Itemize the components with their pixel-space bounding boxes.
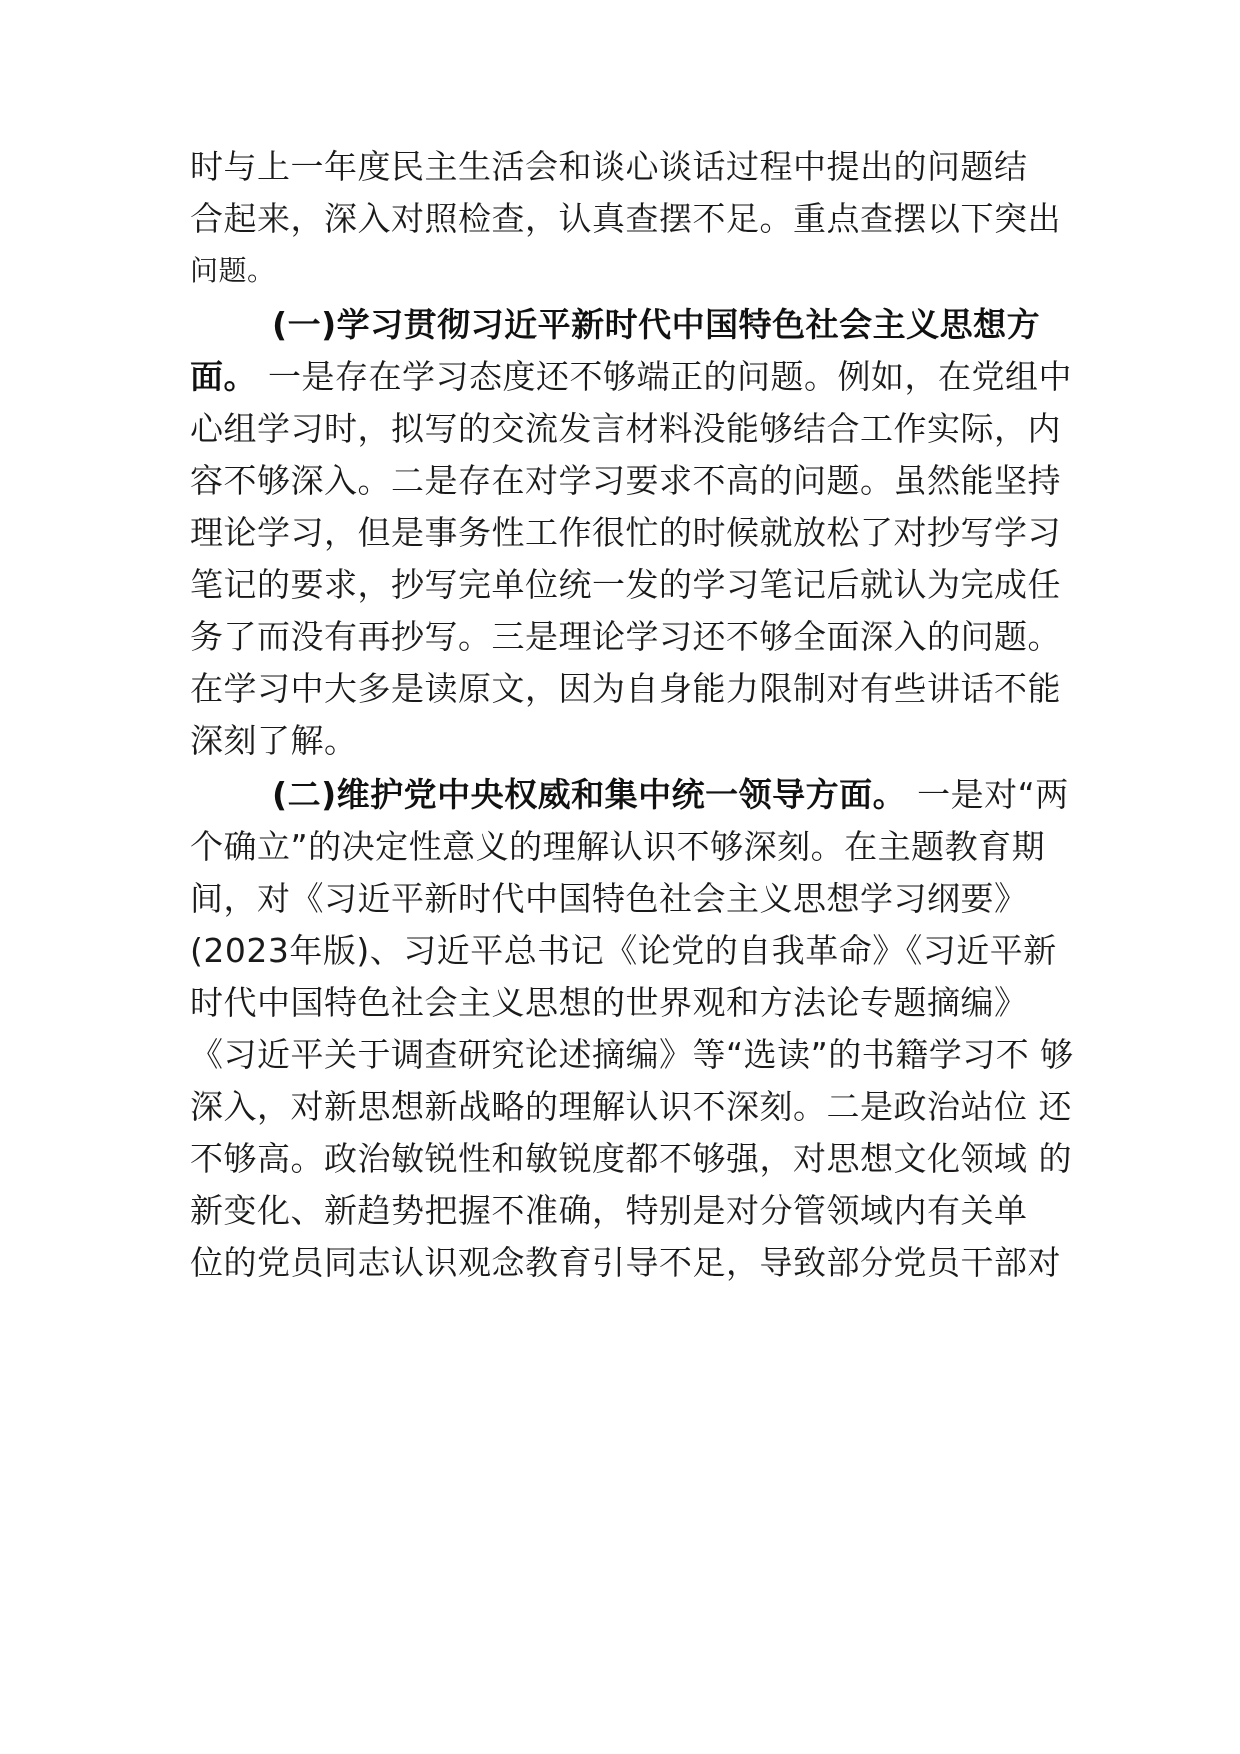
body-line-11: 在学习中大多是读原文，因为自身能力限制对有些讲话不能 xyxy=(190,669,1061,708)
section-1-number: (一) xyxy=(272,305,337,344)
body-line-5 xyxy=(190,357,1072,397)
body-line-1: 时与上一年度民主生活会和谈心谈话过程中提出的问题结 xyxy=(190,147,1028,186)
section-2-heading: (二)维护党中央权威和集中统一领导方面。 xyxy=(272,775,907,814)
section-2-text-start: 一是对“两 xyxy=(906,775,1069,814)
body-line-14: 个确立”的决定性意义的理解认识不够深刻。在主题教育期 xyxy=(190,827,1046,866)
body-line-15: 间，对《习近平新时代中国特色社会主义思想学习纲要》 xyxy=(190,879,1028,918)
body-line-22: 位的党员同志认识观念教育引导不足，导致部分党员干部对 xyxy=(190,1243,1061,1282)
section-1-heading xyxy=(272,305,1040,345)
body-line-8: 理论学习，但是事务性工作很忙的时候就放松了对抄写学习 xyxy=(190,513,1061,552)
body-line-10: 务了而没有再抄写。三是理论学习还不够全面深入的问题。 xyxy=(190,617,1061,656)
section-1-title: 学习贯彻习近平新时代中国特色社会主义思想方 xyxy=(336,305,1041,344)
body-line-3: 问题。 xyxy=(190,254,276,287)
body-line-6: 心组学习时，拟写的交流发言材料没能够结合工作实际，内 xyxy=(190,409,1061,448)
body-line-2: 合起来，深入对照检查，认真查摆不足。重点查摆以下突出 xyxy=(190,199,1061,238)
section-2-heading-line xyxy=(272,775,1069,815)
body-line-19: 深入，对新思想新战略的理解认识不深刻。二是政治站位 还 xyxy=(190,1087,1072,1126)
body-line-18: 《习近平关于调查研究论述摘编》等“选读”的书籍学习不 够 xyxy=(190,1035,1074,1074)
body-line-7: 容不够深入。二是存在对学习要求不高的问题。虽然能坚持 xyxy=(190,461,1061,500)
body-line-17: 时代中国特色社会主义思想的世界观和方法论专题摘编》 xyxy=(190,983,1028,1022)
body-line-16: (2023年版)、习近平总书记《论党的自我革命》《习近平新 xyxy=(190,931,1057,970)
section-1-heading-end: 面。 xyxy=(190,357,257,396)
body-line-12: 深刻了解。 xyxy=(190,721,358,760)
section-1-text-start: 一是存在学习态度还不够端正的问题。例如，在党组中 xyxy=(257,357,1072,396)
body-line-21: 新变化、新趋势把握不准确，特别是对分管领域内有关单 xyxy=(190,1191,1028,1230)
body-line-20: 不够高。政治敏锐性和敏锐度都不够强，对思想文化领域 的 xyxy=(190,1139,1072,1178)
body-line-9: 笔记的要求，抄写完单位统一发的学习笔记后就认为完成任 xyxy=(190,565,1061,604)
